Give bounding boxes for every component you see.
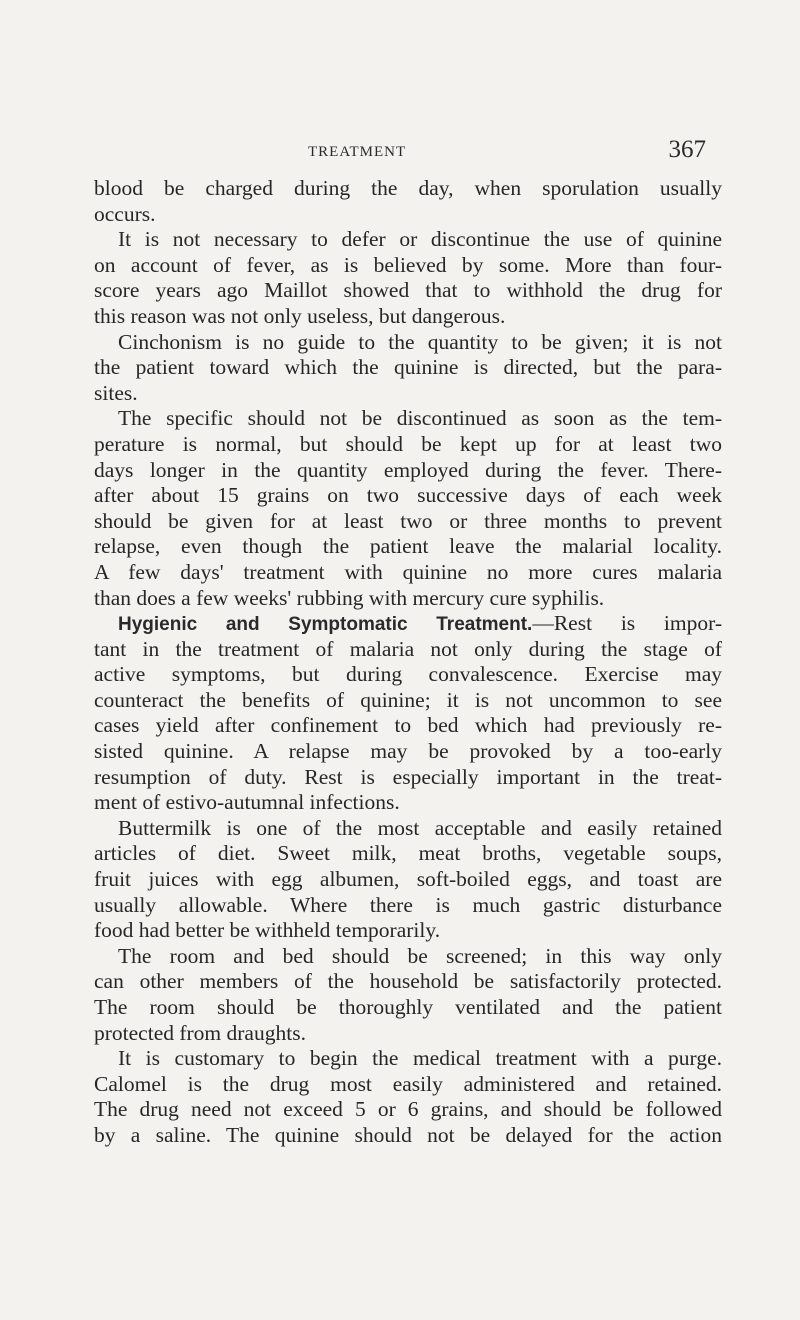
text-line: occurs. <box>94 201 156 226</box>
text-line: than does a few weeks' rubbing with mercury cure syphilis. <box>94 585 605 610</box>
text-line: fruit juices with egg albumen, soft-boiled eggs, and toast are <box>94 867 722 892</box>
page-header <box>40 136 760 166</box>
text-line: active symptoms, but during convalescence. Exercise may <box>94 662 722 687</box>
section-heading: Hygienic and Symptomatic Treatment. <box>118 614 533 636</box>
text-line: The room should be thoroughly ventilated and the patient <box>94 995 722 1019</box>
text-line: should be given for at least two or three months to prevent <box>94 508 722 533</box>
text-line: resumption of duty. Rest is especially important in the treat- <box>94 764 722 789</box>
text-line: It is customary to begin the medical treatment with a purge. <box>118 1046 722 1071</box>
text-line: A few days' treatment with quinine no more cures malaria <box>94 559 722 584</box>
text-line: can other members of the household be satisfactorily protected. <box>94 969 722 994</box>
paragraph <box>94 406 722 611</box>
paragraph <box>94 330 722 407</box>
text-line: ment of estivo-autumnal infections. <box>94 790 400 815</box>
text-line: relapse, even though the patient leave the malarial locality. <box>94 534 722 559</box>
text-line: The room and bed should be screened; in this way only <box>118 943 722 968</box>
body-text <box>94 176 722 1149</box>
text-line: usually allowable. Where there is much gastric disturbance <box>94 892 722 917</box>
text-line: food had better be withheld temporarily. <box>94 918 441 943</box>
text-line <box>94 611 722 637</box>
text-line: Buttermilk is one of the most acceptable and easily retained <box>118 815 722 840</box>
text-line: on account of fever, as is believed by some. More than four- <box>94 252 722 277</box>
text-line: days longer in the quantity employed during the fever. There- <box>94 457 722 482</box>
text-line: this reason was not only useless, but dangerous. <box>94 303 506 328</box>
paragraph <box>94 816 722 944</box>
text-line: counteract the benefits of quinine; it is not uncommon to see <box>94 687 722 712</box>
paragraph <box>94 176 722 227</box>
paragraph <box>94 611 722 816</box>
text-run: —Rest is impor- <box>532 611 722 636</box>
text-line: The drug need not exceed 5 or 6 grains, and should be followed <box>94 1097 722 1122</box>
text-line: protected from draughts. <box>94 1020 306 1045</box>
text-line: score years ago Maillot showed that to withhold the drug for <box>94 278 722 303</box>
text-line: by a saline. The quinine should not be delayed for the action <box>94 1122 722 1147</box>
text-line: Calomel is the drug most easily administered and retained. <box>94 1071 722 1096</box>
paragraph <box>94 1046 722 1148</box>
text-line: The specific should not be discontinued as soon as the tem- <box>118 406 722 431</box>
text-line: after about 15 grains on two successive days of each week <box>94 483 722 508</box>
paragraph <box>94 944 722 1046</box>
text-line: the patient toward which the quinine is directed, but the para- <box>94 355 722 380</box>
text-line: cases yield after confinement to bed which had previously re- <box>94 713 722 738</box>
text-line: articles of diet. Sweet milk, meat broths, vegetable soups, <box>94 841 722 866</box>
paragraph <box>94 227 722 329</box>
text-line: It is not necessary to defer or discontinue the use of quinine <box>118 227 722 252</box>
text-line: blood be charged during the day, when sporulation usually <box>94 176 722 200</box>
text-line: tant in the treatment of malaria not only during the stage of <box>94 636 722 661</box>
text-line: sisted quinine. A relapse may be provoked by a too-early <box>94 739 722 764</box>
text-line: Cinchonism is no guide to the quantity to be given; it is not <box>118 329 722 354</box>
text-line: sites. <box>94 380 138 405</box>
page-number: 367 <box>668 136 706 163</box>
running-head: TREATMENT <box>308 144 407 160</box>
text-line: perature is normal, but should be kept up for at least two <box>94 431 722 456</box>
